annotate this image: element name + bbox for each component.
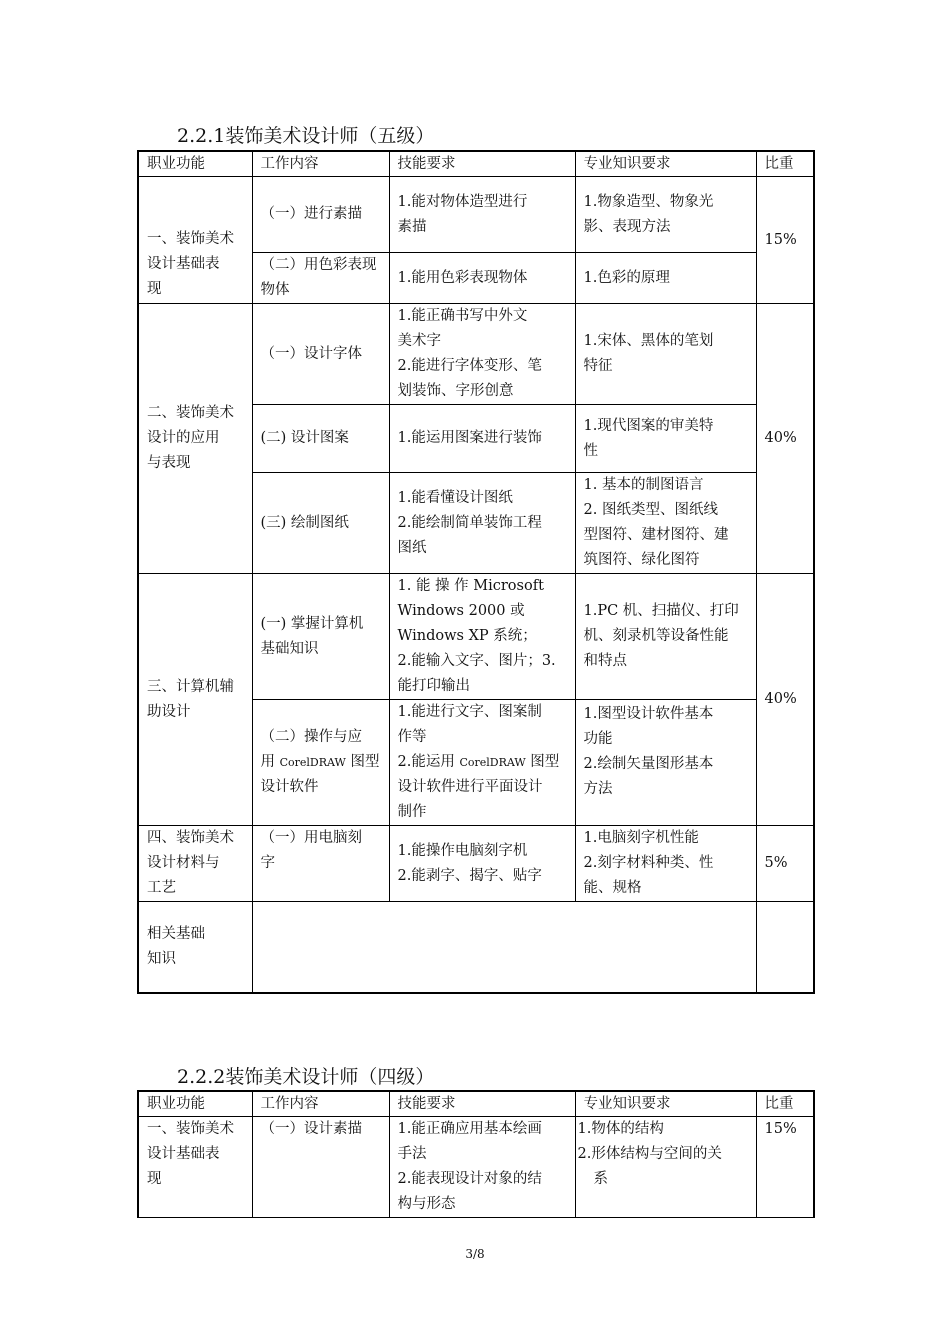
- table-row: [138, 826, 814, 902]
- text-line: 方法: [583, 781, 613, 797]
- text-line: 影、表现方法: [583, 218, 671, 235]
- text-line: 设计基础表: [147, 1146, 220, 1162]
- skill-cell: [389, 177, 575, 253]
- text-line: 1.能进行文字、图案制: [397, 704, 542, 720]
- table-header-row: [138, 1091, 814, 1117]
- text-line: 字: [260, 855, 275, 871]
- text-line: 1.能看懂设计图纸: [397, 489, 513, 506]
- text-line: 助设计: [147, 703, 191, 720]
- text-line: 1.物体的结构: [577, 1121, 664, 1137]
- text-line: 作等: [397, 729, 427, 745]
- text-line: 物体: [260, 282, 290, 298]
- text-line: 与表现: [147, 455, 191, 471]
- weight-cell: 5%: [756, 826, 814, 902]
- work-content-cell: (二) 设计图案: [252, 405, 389, 473]
- text-line: 现: [147, 1171, 162, 1187]
- text-line: 2.形体结构与空间的关: [577, 1146, 722, 1162]
- function-cell: [138, 902, 252, 993]
- header-cell: 工作内容: [252, 1091, 389, 1117]
- work-content-cell: (三) 绘制图纸: [252, 473, 389, 574]
- weight-cell: 40%: [756, 304, 814, 574]
- table-header-row: [138, 151, 814, 177]
- text-line: 性: [583, 442, 598, 459]
- work-content-cell: [252, 700, 389, 826]
- text-line: 1.物象造型、物象光: [583, 193, 714, 210]
- text-line: 制作: [397, 804, 427, 820]
- text-line: 二、装饰美术: [147, 405, 234, 421]
- text-line: 1. 能 操 作 Microsoft: [397, 578, 544, 594]
- text-line: 1.电脑刻字机性能: [583, 830, 699, 846]
- skill-cell: [389, 700, 575, 826]
- work-content-cell: （一）设计字体: [252, 304, 389, 405]
- knowledge-cell: [575, 1117, 756, 1218]
- text-line: 一、装饰美术: [147, 231, 234, 247]
- text-fragment: 用: [260, 754, 280, 770]
- text-line: 设计材料与: [147, 855, 220, 871]
- knowledge-cell: [575, 304, 756, 405]
- skill-cell: [389, 826, 575, 902]
- text-line: 三、计算机辅: [147, 678, 234, 695]
- text-line: [398, 750, 567, 775]
- work-content-cell: （一）设计素描: [252, 1117, 389, 1218]
- text-line: 1.现代图案的审美特: [583, 417, 714, 434]
- text-line: 1.能操作电脑刻字机: [397, 842, 528, 859]
- text-line: 设计软件: [260, 779, 319, 795]
- text-line: Windows 2000 或: [397, 603, 525, 619]
- text-line: 机、刻录机等设备性能: [583, 628, 729, 644]
- skill-cell: [389, 574, 575, 700]
- knowledge-cell: [575, 826, 756, 902]
- text-line: 工艺: [147, 880, 176, 896]
- text-line: 能打印输出: [397, 678, 470, 694]
- knowledge-cell: 1.色彩的原理: [575, 253, 756, 304]
- text-fragment: 2.能运用: [397, 754, 460, 770]
- empty-merged-cell: [252, 902, 756, 993]
- table-row: [138, 1117, 814, 1218]
- header-cell: 职业功能: [138, 1091, 252, 1117]
- work-content-cell: [252, 253, 389, 304]
- text-line: 1. 基本的制图语言: [583, 477, 704, 493]
- function-cell: [138, 574, 252, 826]
- header-cell: 工作内容: [252, 151, 389, 177]
- text-line: (一) 掌握计算机: [260, 615, 364, 632]
- text-line: 和特点: [583, 653, 627, 669]
- header-cell: 专业知识要求: [575, 151, 756, 177]
- knowledge-cell: [575, 473, 756, 574]
- text-line: 1.宋体、黑体的笔划: [583, 333, 714, 349]
- text-line: 1.能对物体造型进行: [397, 193, 528, 210]
- knowledge-cell: [575, 177, 756, 253]
- skill-cell: [389, 473, 575, 574]
- text-line: （二）用色彩表现: [260, 257, 377, 273]
- text-line: 四、装饰美术: [147, 830, 234, 846]
- knowledge-cell: [575, 700, 756, 826]
- text-line: 2.能绘制简单装饰工程: [397, 514, 542, 531]
- knowledge-cell: [575, 574, 756, 700]
- skill-cell: 1.能运用图案进行装饰: [389, 405, 575, 473]
- weight-cell: 15%: [756, 177, 814, 304]
- text-line: （一）用电脑刻: [260, 830, 362, 846]
- text-line: 设计基础表: [147, 256, 220, 272]
- text-line: 基础知识: [260, 640, 319, 657]
- text-line: 相关基础: [147, 925, 205, 942]
- text-line: 特征: [583, 358, 613, 374]
- function-cell: [138, 826, 252, 902]
- text-line: 图纸: [397, 539, 427, 556]
- software-name: CorelDRAW: [279, 756, 346, 769]
- header-cell: 比重: [756, 151, 814, 177]
- weight-cell: 15%: [756, 1117, 814, 1218]
- skills-table-level5: [137, 150, 815, 994]
- text-line: 设计软件进行平面设计: [397, 779, 543, 795]
- text-line: 构与形态: [397, 1196, 456, 1212]
- software-name: CorelDRAW: [459, 756, 526, 769]
- table-row: [138, 574, 814, 700]
- text-line: 素描: [397, 218, 427, 235]
- work-content-cell: [252, 574, 389, 700]
- text-line: 筑图符、绿化图符: [583, 552, 700, 568]
- text-line: 现: [147, 281, 162, 297]
- work-content-cell: （一）进行素描: [252, 177, 389, 253]
- text-line: 一、装饰美术: [147, 1121, 234, 1137]
- header-cell: 技能要求: [389, 151, 575, 177]
- header-cell: 技能要求: [389, 1091, 575, 1117]
- function-cell: [138, 304, 252, 574]
- text-line: 2.能表现设计对象的结: [397, 1171, 542, 1187]
- text-line: 能、规格: [583, 880, 642, 896]
- table-row: [138, 902, 814, 993]
- header-cell: 职业功能: [138, 151, 252, 177]
- text-line: 2. 图纸类型、图纸线: [583, 502, 718, 518]
- function-cell: [138, 1117, 252, 1218]
- text-fragment: 图型: [525, 754, 560, 770]
- table-row: [138, 304, 814, 405]
- text-line: 知识: [147, 950, 176, 967]
- section-title-level4: 2.2.2装饰美术设计师（四级）: [177, 1066, 435, 1088]
- skill-cell: 1.能用色彩表现物体: [389, 253, 575, 304]
- function-cell: [138, 177, 252, 304]
- skill-cell: [389, 1117, 575, 1218]
- text-line: 设计的应用: [147, 430, 220, 446]
- text-line: 手法: [397, 1146, 427, 1162]
- text-line: 系: [593, 1171, 608, 1187]
- text-line: 1.能正确书写中外文: [397, 308, 528, 324]
- text-line: Windows XP 系统；: [397, 628, 537, 644]
- text-line: 2.刻字材料种类、性: [583, 855, 714, 871]
- text-line: 2.绘制矢量图形基本: [583, 756, 714, 772]
- text-line: 划装饰、字形创意: [397, 383, 514, 399]
- knowledge-cell: [575, 405, 756, 473]
- text-line: 型图符、建材图符、建: [583, 527, 729, 543]
- text-line: 2.能剥字、揭字、贴字: [397, 867, 542, 884]
- text-line: 2.能输入文字、图片；3.: [397, 653, 556, 669]
- work-content-cell: [252, 826, 389, 902]
- table-row: [138, 177, 814, 253]
- text-line: 1.图型设计软件基本: [583, 706, 714, 722]
- text-line: 1.PC 机、扫描仪、打印: [583, 603, 739, 619]
- text-line: 功能: [583, 731, 613, 747]
- section-title-level5: 2.2.1装饰美术设计师（五级）: [177, 125, 435, 147]
- text-line: [261, 750, 381, 775]
- text-line: 1.能正确应用基本绘画: [397, 1121, 542, 1137]
- skill-cell: [389, 304, 575, 405]
- header-cell: 比重: [756, 1091, 814, 1117]
- text-line: 美术字: [397, 333, 441, 349]
- skills-table-level4: [137, 1090, 815, 1218]
- empty-cell: [756, 902, 814, 993]
- text-line: （二）操作与应: [260, 729, 362, 745]
- page-number: 3/8: [465, 1247, 485, 1261]
- text-line: 2.能进行字体变形、笔: [397, 358, 542, 374]
- weight-cell: 40%: [756, 574, 814, 826]
- text-fragment: 图型: [345, 754, 380, 770]
- header-cell: 专业知识要求: [575, 1091, 756, 1117]
